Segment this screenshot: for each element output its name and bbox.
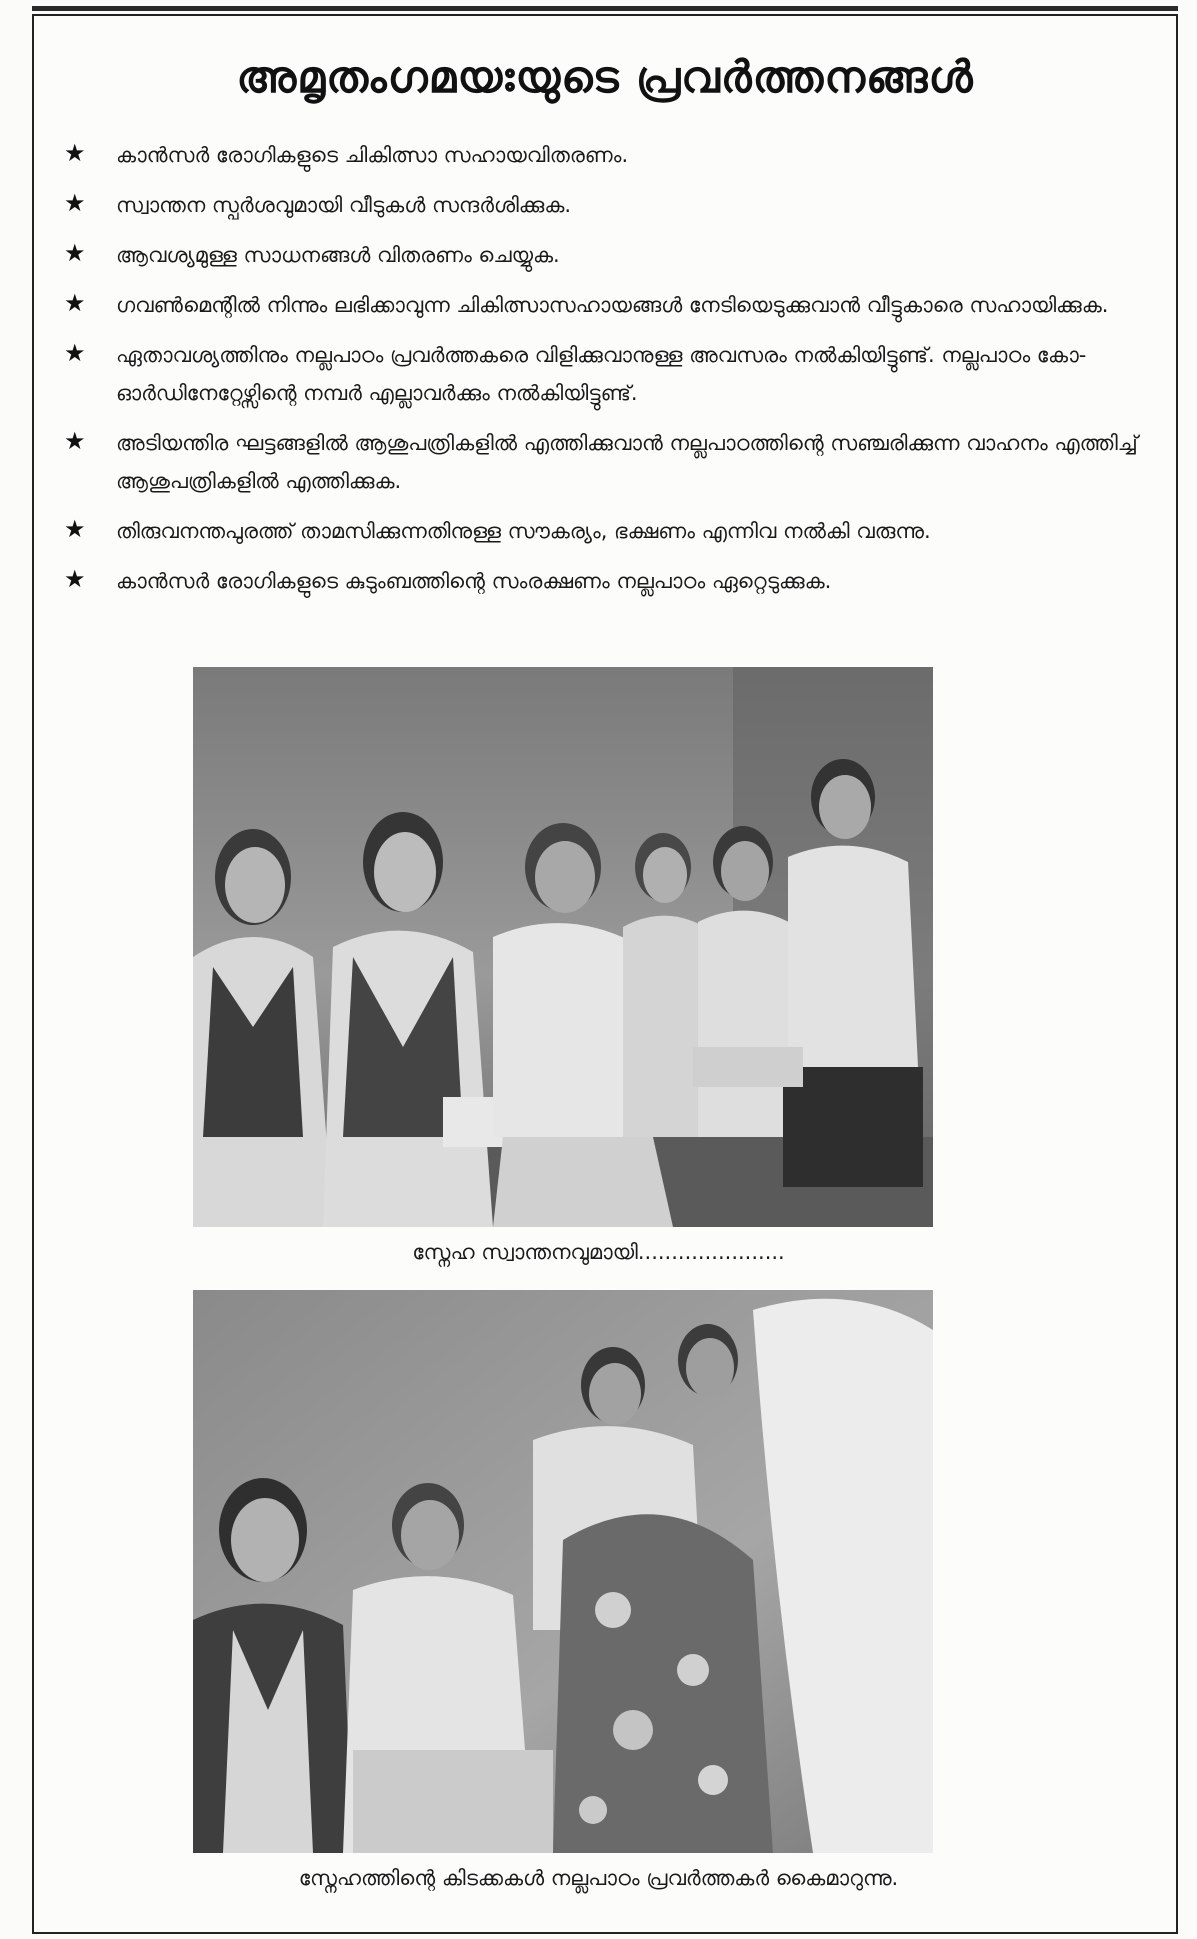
list-item xyxy=(64,512,1154,550)
list-item-text: കാൻസർ രോഗികളുടെ ചികിത്സാ സഹായവിതരണം. xyxy=(116,143,629,167)
star-icon: ★ xyxy=(64,515,86,543)
bedding-photo xyxy=(193,1290,933,1853)
activities-list xyxy=(64,136,1154,600)
star-icon: ★ xyxy=(64,427,86,455)
star-icon: ★ xyxy=(64,565,86,593)
group-photo xyxy=(193,667,933,1227)
photo-caption: സ്നേഹ സ്വാന്തനവുമായി...................... xyxy=(412,1240,785,1264)
list-item-text: തിരുവനന്തപുരത്ത് താമസിക്കുന്നതിനുള്ള സൗകര്യം, ഭക്ഷണം എന്നിവ നൽകി വരുന്നു. xyxy=(116,519,931,543)
list-item-text: ആവശ്യമുള്ള സാധനങ്ങൾ വിതരണം ചെയ്യുക. xyxy=(116,243,560,267)
list-item xyxy=(64,336,1154,412)
list-item-text: ഗവൺമെന്റിൽ നിന്നും ലഭിക്കാവുന്ന ചികിത്സാസഹായങ്ങൾ നേടിയെടുക്കുവാൻ വീട്ടുകാരെ സഹായിക്കുക. xyxy=(116,293,1109,317)
list-item xyxy=(64,424,1154,500)
photo-caption: സ്നേഹത്തിന്റെ കിടക്കകൾ നല്ലപാഠം പ്രവർത്തകർ കൈമാറുന്നു. xyxy=(298,1866,899,1890)
star-icon: ★ xyxy=(64,289,86,317)
star-icon: ★ xyxy=(64,239,86,267)
list-item xyxy=(64,562,1154,600)
star-icon: ★ xyxy=(64,139,86,167)
star-icon: ★ xyxy=(64,189,86,217)
star-icon: ★ xyxy=(64,339,86,367)
list-item xyxy=(64,186,1154,224)
list-item-text: കാൻസർ രോഗികളുടെ കുടുംബത്തിന്റെ സംരക്ഷണം നല്ലപാഠം ഏറ്റെടുക്കുക. xyxy=(116,569,832,593)
list-item xyxy=(64,136,1154,174)
list-item xyxy=(64,286,1154,324)
list-item-text: സ്വാന്തന സ്പർശവുമായി വീടുകൾ സന്ദർശിക്കുക. xyxy=(116,193,572,217)
list-item xyxy=(64,236,1154,274)
list-item-text: ഏതാവശ്യത്തിനും നല്ലപാഠം പ്രവർത്തകരെ വിളിക്കുവാനുള്ള അവസരം നൽകിയിട്ടുണ്ട്. നല്ലപാഠം കോ-ഓർഡിനേറ്റേഴ്സിന്റെ നമ്പർ എല്ലാവർക്കും നൽകിയിട്ടുണ്ട്. xyxy=(116,343,1087,405)
list-item-text: അടിയന്തിര ഘട്ടങ്ങളിൽ ആശുപത്രികളിൽ എത്തിക്കുവാൻ നല്ലപാഠത്തിന്റെ സഞ്ചരിക്കുന്ന വാഹനം എത്തിച്ച് ആശുപത്രികളിൽ എത്തിക്കുക. xyxy=(116,431,1138,493)
page-title: അമൃതംഗമയഃയുടെ പ്രവർത്തനങ്ങൾ xyxy=(236,52,974,103)
